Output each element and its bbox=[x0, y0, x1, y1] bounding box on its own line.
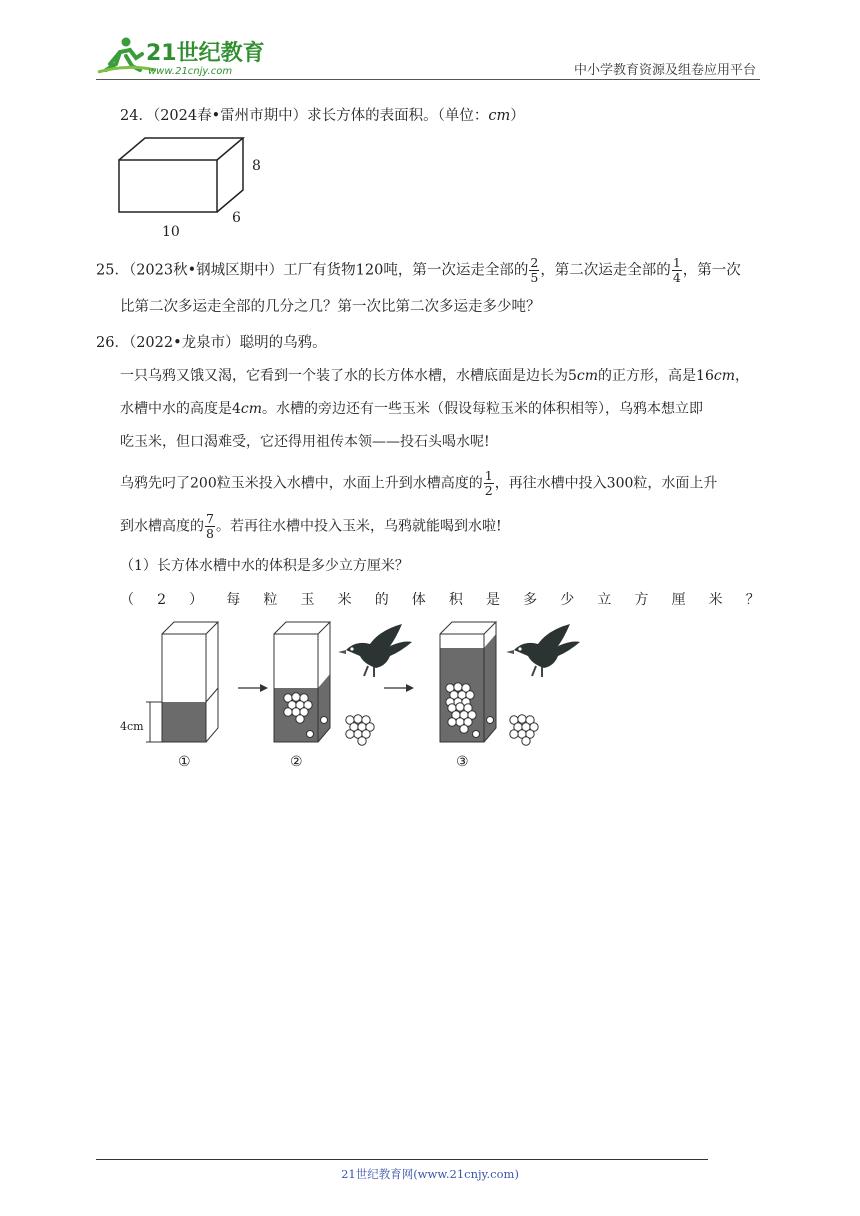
tank-1 bbox=[120, 622, 218, 770]
tank-2-label: ② bbox=[290, 754, 303, 770]
fraction-seven-eighths: $\frac{7}{8}$ bbox=[206, 511, 214, 541]
logo-text: 21世纪教育 bbox=[146, 41, 265, 66]
q24-tail: ） bbox=[510, 108, 525, 124]
q26-p1-line2: 水槽中水的高度是4cm。水槽的旁边还有一些玉米（假设每粒玉米的体积相等），乌鸦本想立即 bbox=[120, 401, 704, 417]
cuboid-length-label: 10 bbox=[162, 224, 180, 240]
q26-title: 聪明的乌鸦。 bbox=[239, 335, 327, 351]
crow-illustration-2 bbox=[506, 624, 580, 677]
site-logo bbox=[96, 34, 266, 80]
header-platform-text: 中小学教育资源及组卷应用平台 bbox=[573, 63, 756, 78]
q26-sub-question-2: （ 2 ） 每 粒 玉 米 的 体 积 是 多 少 立 方 厘 米 ？ bbox=[120, 592, 760, 608]
q24-text: 求长方体的表面积。（单位： bbox=[307, 108, 489, 124]
q26-p2-line1: 乌鸦先叼了200粒玉米投入水槽中，水面上升到水槽高度的 $\frac{1}{2}$ ，再往水槽中投入300粒，水面上升 bbox=[120, 468, 718, 498]
q26-p1-line1: 一只乌鸦又饿又渴，它看到一个装了水的长方体水槽，水槽底面是边长为5cm的正方形，高是16cm， bbox=[120, 368, 749, 384]
cuboid-width-label: 6 bbox=[232, 210, 241, 226]
q25-fraction-2: $\frac{1}{4}$ bbox=[672, 255, 681, 285]
footer-divider bbox=[96, 1159, 708, 1160]
q25-text-2: ，第二次运走全部的 bbox=[540, 262, 671, 279]
q25-number: 25． bbox=[96, 262, 129, 279]
footer-text: 21世纪教育网(www.21cnjy.com) bbox=[341, 1167, 519, 1181]
question-26 bbox=[96, 333, 327, 353]
q25-text-1: 工厂有货物120吨，第一次运走全部的 bbox=[283, 262, 529, 279]
q24-source: （2024春•雷州市期中） bbox=[152, 108, 308, 124]
tank-3-label: ③ bbox=[456, 754, 469, 770]
arrow-icon bbox=[384, 684, 414, 692]
header-divider bbox=[96, 79, 760, 80]
cuboid-height-label: 8 bbox=[252, 158, 261, 174]
crow-illustration-1 bbox=[338, 624, 412, 677]
tank-1-label: ① bbox=[178, 754, 191, 770]
q24-unit: cm bbox=[488, 108, 511, 124]
question-24 bbox=[120, 106, 525, 126]
logo-url: www.21cnjy.com bbox=[148, 66, 233, 77]
q26-sub-question-1: （1）长方体水槽中水的体积是多少立方厘米？ bbox=[120, 558, 409, 574]
water-height-label: 4cm bbox=[120, 720, 144, 733]
q24-number: 24． bbox=[120, 108, 153, 124]
fraction-one-half: $\frac{1}{2}$ bbox=[484, 468, 493, 498]
q25-line-2: 比第二次多运走全部的几分之几？第一次比第二次多运走多少吨？ bbox=[120, 299, 541, 315]
q26-source: （2022•龙泉市） bbox=[128, 335, 240, 351]
q25-fraction-1: $\frac{2}{5}$ bbox=[530, 255, 539, 285]
crow-tank-figure bbox=[118, 616, 588, 772]
arrow-icon bbox=[238, 684, 268, 692]
q25-text-3: ，第一次 bbox=[682, 262, 741, 279]
q26-p1-line3: 吃玉米，但口渴难受，它还得用祖传本领——投石头喝水呢! bbox=[120, 434, 490, 450]
question-25 bbox=[96, 257, 741, 284]
q26-p2-line2: 到水槽高度的 $\frac{7}{8}$ 。若再往水槽中投入玉米，乌鸦就能喝到水啦! bbox=[120, 511, 502, 541]
q26-number: 26． bbox=[96, 335, 129, 351]
cuboid-figure bbox=[112, 134, 272, 244]
q25-source: （2023秋•钢城区期中） bbox=[128, 262, 284, 279]
